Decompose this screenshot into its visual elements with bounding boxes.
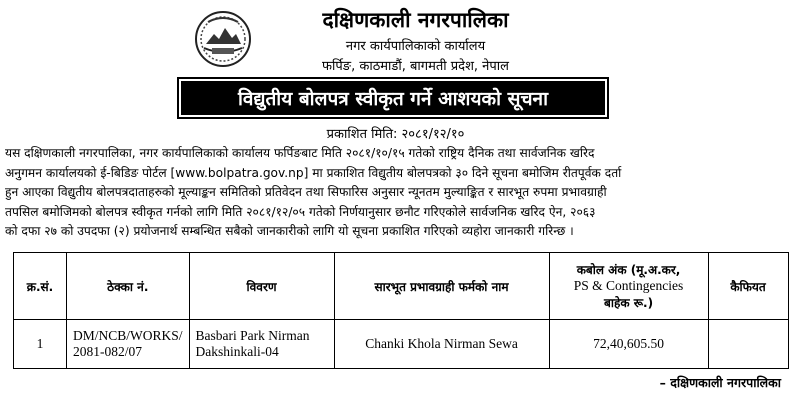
award-table bbox=[13, 252, 789, 369]
cell-description bbox=[189, 320, 334, 369]
cell-firm-name: Chanki Khola Nirman Sewa bbox=[334, 320, 549, 369]
table-header-row bbox=[14, 253, 789, 320]
notice-body-line: को दफा २७ को उपदफा (२) प्रयोजनार्थ सम्बन्धित सबैको जानकारीको लागि यो सूचना प्रकाशित गरिएको व्यहोरा जानकारी गरिन्छ । bbox=[5, 224, 574, 239]
header-description: विवरण bbox=[189, 253, 334, 320]
notice-title-banner: विद्युतीय बोलपत्र स्वीकृत गर्ने आशयको सूचना bbox=[181, 81, 605, 115]
header-bid-amount-line3: बाहेक रू.) bbox=[603, 296, 654, 310]
office-subtitle: नगर कार्यपालिकाको कार्यालय bbox=[345, 39, 486, 54]
description-line2: Dakshinkali-04 bbox=[195, 344, 279, 359]
header-firm-name: सारभूत प्रभावग्राही फर्मको नाम bbox=[334, 253, 549, 320]
municipality-title: दक्षिणकाली नगरपालिका bbox=[322, 8, 509, 32]
notice-body-line: यस दक्षिणकाली नगरपालिका, नगर कार्यपालिकाको कार्यालय फर्पिङबाट मिति २०८१/१०/१५ गतेको राष्ट्रिय दैनिक तथा सार्वजनिक खरिद bbox=[5, 146, 595, 160]
contract-no-line1: DM/NCB/WORKS/ bbox=[73, 328, 183, 343]
header-sn: क्र.सं. bbox=[14, 253, 67, 320]
description-line1: Basbari Park Nirman bbox=[195, 328, 310, 343]
office-address: फर्पिङ, काठमाडौं, बागमती प्रदेश, नेपाल bbox=[322, 59, 509, 74]
notice-body-line: हुन आएका विद्युतीय बोलपत्रदाताहरुको मूल्याङ्कन समितिको प्रतिवेदन तथा सिफारिस अनुसार न्यूनतम मुल्याङ्कित र सारभूत रुपमा प्रभावग्राही bbox=[5, 185, 607, 200]
cell-remarks bbox=[708, 320, 788, 369]
contract-no-line2: 2081-082/07 bbox=[73, 344, 142, 359]
header-remarks: कैफियत bbox=[708, 253, 788, 320]
header-bid-amount-line2: PS & Contingencies bbox=[573, 278, 684, 293]
cell-bid-amount: 72,40,605.50 bbox=[549, 320, 708, 369]
notice-body-line: तपसिल बमोजिमको बोलपत्र स्वीकृत गर्नको लागि मिति २०८१/१२/०५ गतेको निर्णयानुसार छनौट गरिएकोले सार्वजनिक खरिद ऐन, २०६३ bbox=[5, 204, 596, 219]
header-bid-amount bbox=[549, 253, 708, 320]
published-date: प्रकाशित मिति: २०८१/१२/१० bbox=[326, 127, 465, 142]
header-bid-amount-line1: कबोल अंक (मू.अ.कर, bbox=[576, 263, 681, 277]
table-row bbox=[14, 320, 789, 369]
header-contract-no: ठेक्का नं. bbox=[67, 253, 190, 320]
footer-signature: – दक्षिणकाली नगरपालिका bbox=[659, 375, 781, 390]
notice-body-line: अनुगमन कार्यालयको ई-बिडिङ पोर्टल [www.bolpatra.gov.np] मा प्रकाशित विद्युतीय बोलपत्रको ३० दिने सूचना बमोजिम रीतपूर्वक दर्ता bbox=[5, 165, 622, 180]
cell-sn: 1 bbox=[14, 320, 67, 369]
cell-contract-no bbox=[67, 320, 190, 369]
notice-body bbox=[5, 144, 786, 242]
